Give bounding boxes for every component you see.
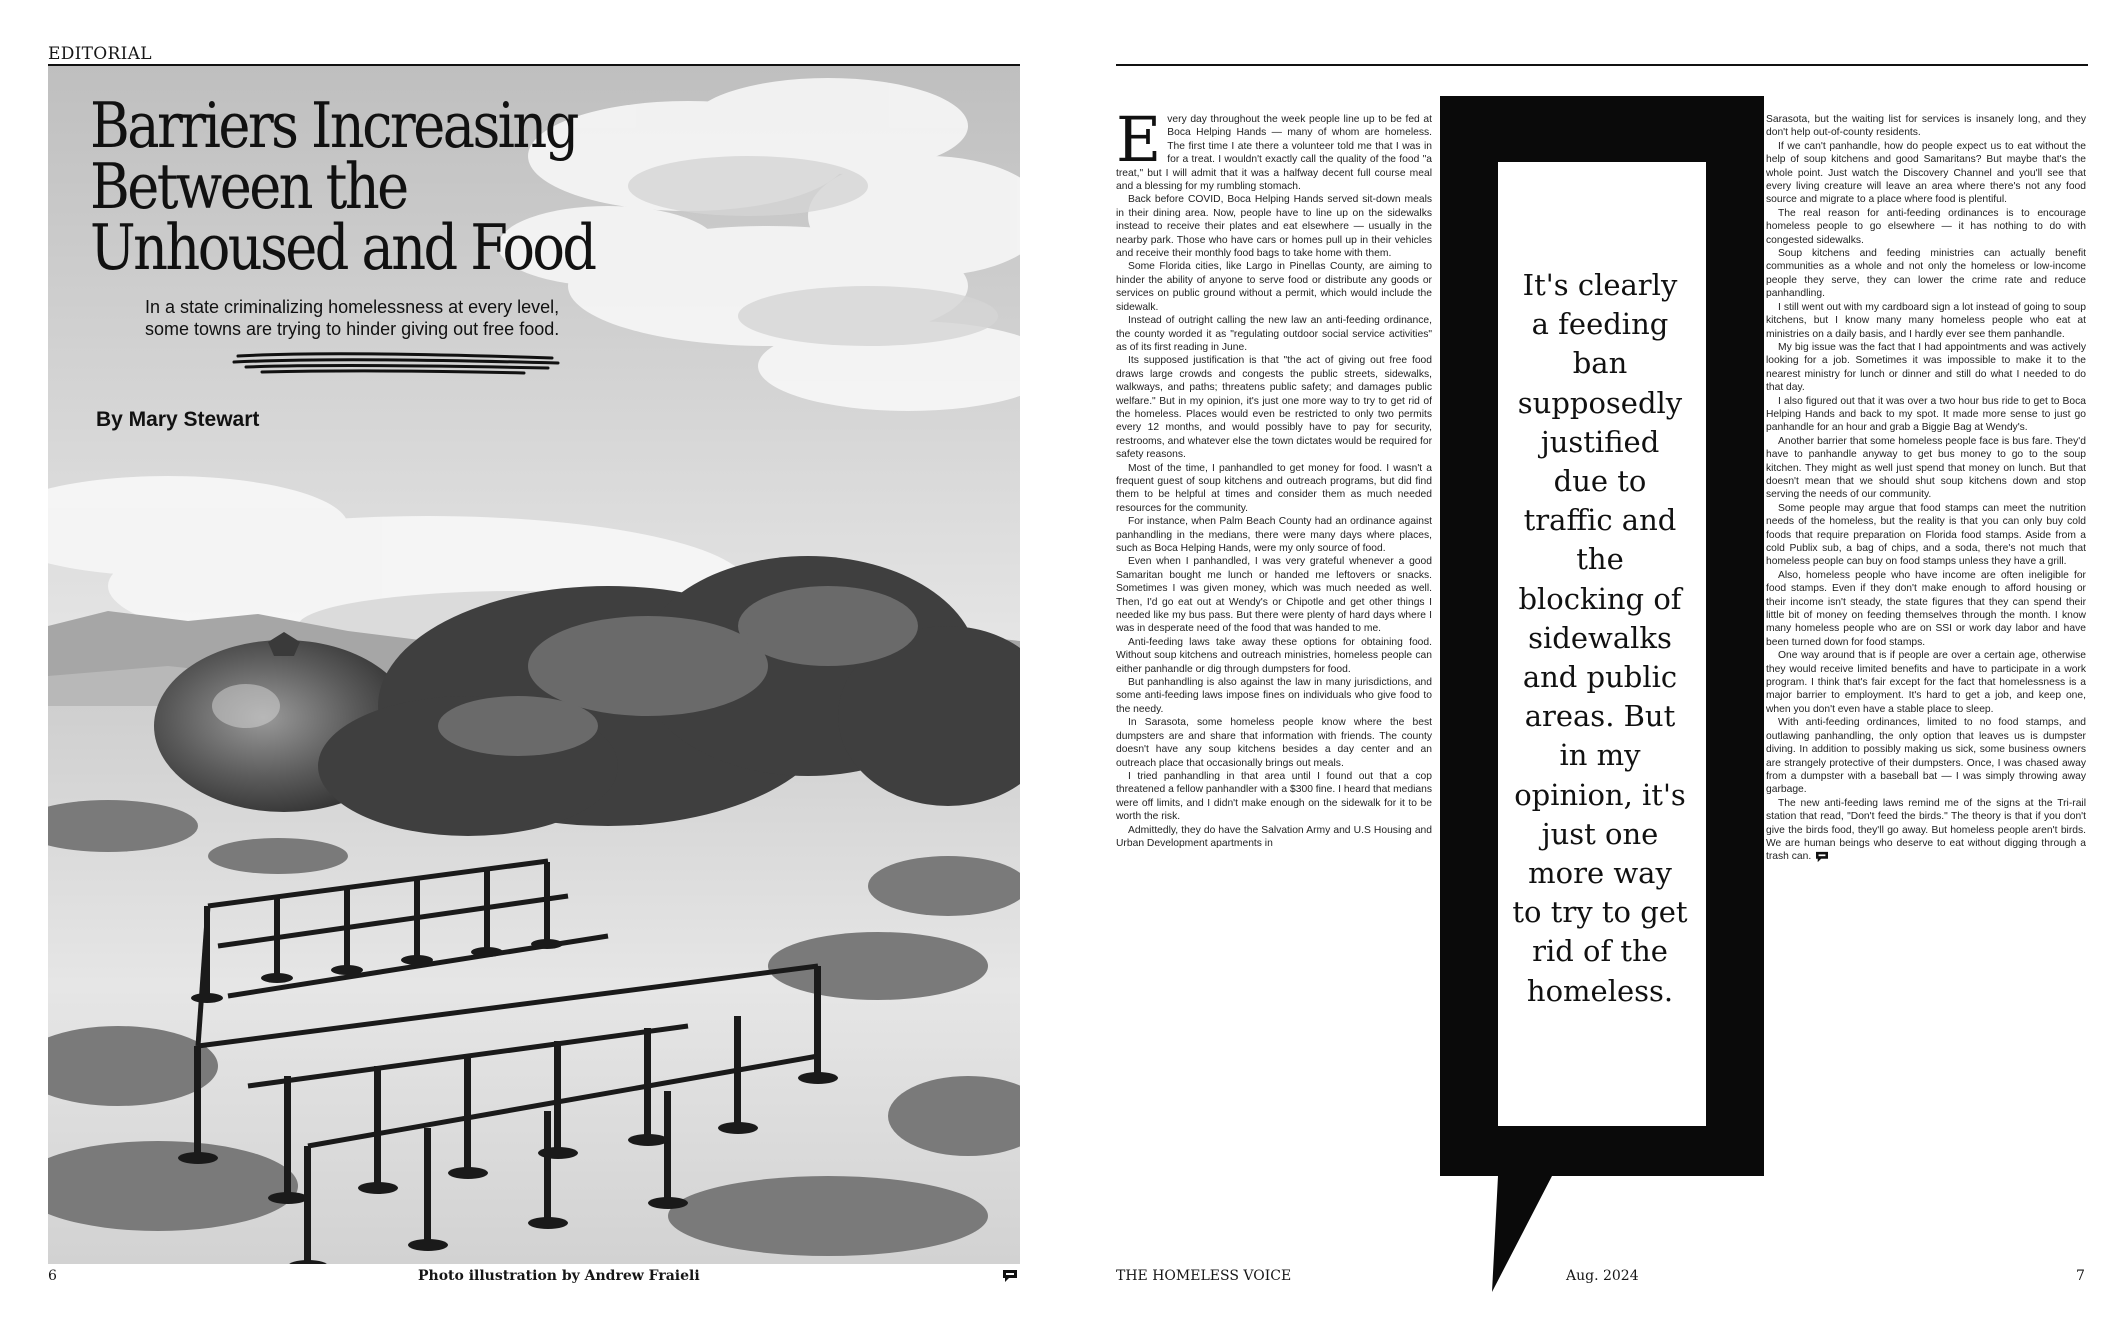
- paragraph: I tried panhandling in that area until I found out that a cop threatened a fellow panhandler with a $300 fine. I heard that medians were off limits, and I didn't make enough on the sidewalk for it to be worth the risk.: [1116, 770, 1432, 823]
- header-rule-right: [1116, 64, 2088, 66]
- photo-credit: Photo illustration by Andrew Fraieli: [418, 1268, 700, 1284]
- paragraph: Some Florida cities, like Largo in Pinellas County, are aiming to hinder the ability of anyone to serve food or distribute any goods or services on public ground without a permit, which would include the sidewalk.: [1116, 261, 1432, 313]
- page-number-left: 6: [48, 1268, 57, 1284]
- headline: Barriers Increasing Between the Unhoused and Food: [90, 89, 595, 284]
- paragraph: Most of the time, I panhandled to get money for food. I wasn't a frequent guest of soup kitchens and outreach programs, but did find them to be helpful at times and consider them as much needed resources for the community.: [1116, 462, 1432, 514]
- page-number-right: 7: [2076, 1268, 2085, 1284]
- byline: By Mary Stewart: [96, 408, 260, 431]
- paragraph: Also, homeless people who have income are often ineligible for food stamps. Even if they don't make enough to afford housing or their income isn't steady, the state figures that they can spend their little bit of money on feeding themselves through the month. I know many homeless people who are on SSI or work day labor and have been turned down for food stamps.: [1766, 569, 2086, 648]
- paragraph: In Sarasota, some homeless people know where the best dumpsters are and share that information with friends. The county doesn't have any soup kitchens besides a day center and an outreach place that occasionally brings out meals.: [1116, 717, 1432, 769]
- paragraph: Even when I panhandled, I was very grateful whenever a good Samaritan bought me lunch or handed me leftovers or snacks. Sometimes I was given money, which was much needed as well. Then, I'd go eat out at Wendy's or Chipotle and get other things I needed like my bus pass. But there were plenty of hard days where I was in desperate need of the food that was handed to me.: [1116, 556, 1432, 635]
- paragraph-text: The new anti-feeding laws remind me of the signs at the Tri-rail station that read, "Don't feed the birds." The theory is that if you don't give the birds food, they'll go away. But homeless people aren't birds. We are human beings who deserve to eat without digging through a trash can.: [1766, 797, 2086, 863]
- speech-bubble-icon: [1002, 1269, 1018, 1283]
- paragraph: Another barrier that some homeless people face is bus fare. They'd have to panhandle anyway to get bus money to go to the soup kitchen. They might as well just spend that money on lunch. But that doesn't mean that we should shut soup kitchens down and stop serving the needs of our community.: [1766, 435, 2086, 501]
- end-mark-speech-bubble-icon: [1815, 851, 1829, 863]
- paragraph: Sarasota, but the waiting list for services is insanely long, and they don't help out-of-county residents.: [1766, 114, 2086, 139]
- issue-date: Aug. 2024: [1566, 1268, 1639, 1284]
- publication-name: THE HOMELESS VOICE: [1116, 1268, 1292, 1284]
- pull-quote-text: It's clearly a feeding ban supposedly justified due to traffic and the blocking of sidewalks and public areas. But in my opinion, it's just one more way to try to get rid of the homeless.: [1512, 268, 1688, 1008]
- drop-cap: E: [1116, 113, 1162, 176]
- article-column-1: [1116, 113, 1432, 1183]
- paragraph: [1766, 797, 2086, 864]
- paragraph: One way around that is if people are over a certain age, otherwise they would receive limited benefits and have to participate in a work program. I think that's fair except for the fact that homelessness is a major barrier to employment. It's hard to get a job, and keep one, when you don't even have a stable place to sleep.: [1766, 650, 2086, 715]
- paragraph: If we can't panhandle, how do people expect us to eat without the help of soup kitchens and good Samaritans? But maybe that's the whole point. Just watch the Discovery Channel and you'll see that every living creature will leave an area where there's not any food source and migrate to a place where food is plentiful.: [1766, 140, 2086, 206]
- paragraph: very day throughout the week people line up to be fed at Boca Helping Hands — many of whom are homeless. The first time I ate there a volunteer told me that I was in for a treat. I wouldn't exactly call the quality of the food "a treat," but I will admit that it was a halfway decent full course meal and a blessing for my rumbling stomach.: [1116, 114, 1432, 193]
- paragraph: But panhandling is also against the law in many jurisdictions, and some anti-feeding laws impose fines on individuals who give food to the needy.: [1116, 677, 1432, 715]
- section-label: EDITORIAL: [48, 44, 152, 64]
- paragraph: The real reason for anti-feeding ordinances is to encourage homeless people to go elsewhere — it has nothing to do with congested sidewalks.: [1766, 207, 2086, 246]
- paragraph: Soup kitchens and feeding ministries can actually benefit communities as a whole and not only the homeless or low-income people they serve, they can lower the crime rate and reduce panhandling.: [1766, 248, 2086, 300]
- paragraph: With anti-feeding ordinances, limited to no food stamps, and outlawing panhandling, the only option that leaves us is dumpster diving. In addition to possibly making us sick, some business owners are strangely protective of their dumpsters. Once, I was chased away from a dumpster with a baseball bat — I was simply throwing away garbage.: [1766, 717, 2086, 796]
- subheadline: In a state criminalizing homelessness at every level, some towns are trying to hinder giving out free food.: [145, 297, 560, 339]
- article-column-2: [1766, 113, 2086, 1213]
- paragraph: I still went out with my cardboard sign a lot instead of going to soup kitchens, but I know many many homeless people who eat at ministries on a daily basis, and I hardly ever see them panhandle.: [1766, 301, 2086, 340]
- paragraph: For instance, when Palm Beach County had an ordinance against panhandling in the medians, there were many days where places, such as Boca Helping Hands, were my only source of food.: [1116, 516, 1432, 554]
- paragraph: Admittedly, they do have the Salvation Army and U.S Housing and Urban Development apartments in: [1116, 824, 1432, 849]
- paragraph: I also figured out that it was over a two hour bus ride to get to Boca Helping Hands and back to my spot. It made more sense to just go panhandle for an hour and grab a Biggie Bag at Wendy's.: [1766, 395, 2086, 434]
- paragraph: Some people may argue that food stamps can meet the nutrition needs of the homeless, but the reality is that you can only buy cold foods that require preparation on Florida food stamps. Aside from a cold Publix sub, a bag of chips, and a soda, there's not much that homeless people can buy on food stamps unless they have a grill.: [1766, 502, 2086, 568]
- paragraph: Instead of outright calling the new law an anti-feeding ordinance, the county worded it as "regulating outdoor social service activities" as of its first reading in June.: [1116, 315, 1432, 353]
- paragraph: My big issue was the fact that I had appointments and was actively looking for a job. Sometimes it was impossible to make it to the nearest ministry for lunch or dinner and still do what I needed to do that day.: [1766, 341, 2086, 394]
- paragraph: Its supposed justification is that "the act of giving out free food draws large crowds and congests the public streets, sidewalks, walkways, and paths; threatens public safety; and damages public welfare." But in my opinion, it's just one more way to try to get rid of the homeless. Places would even be restricted to only two permits every 12 months, and would possibly have to pay for security, restrooms, and whatever else the town dictates would be required for safety reasons.: [1116, 355, 1432, 461]
- paragraph: Anti-feeding laws take away these options for obtaining food. Without soup kitchens and outreach ministries, homeless people can either panhandle or dig through dumpsters for food.: [1116, 636, 1432, 675]
- paragraph: Back before COVID, Boca Helping Hands served sit-down meals in their dining area. Now, people have to line up on the sidewalks instead to receive their plates and eat elsewhere — usually in the nearby park. Those who have cars or homes pull up in their vehicles and receive their monthly food bags to take home with them.: [1116, 194, 1432, 260]
- decorative-underline-scribble: [232, 350, 562, 378]
